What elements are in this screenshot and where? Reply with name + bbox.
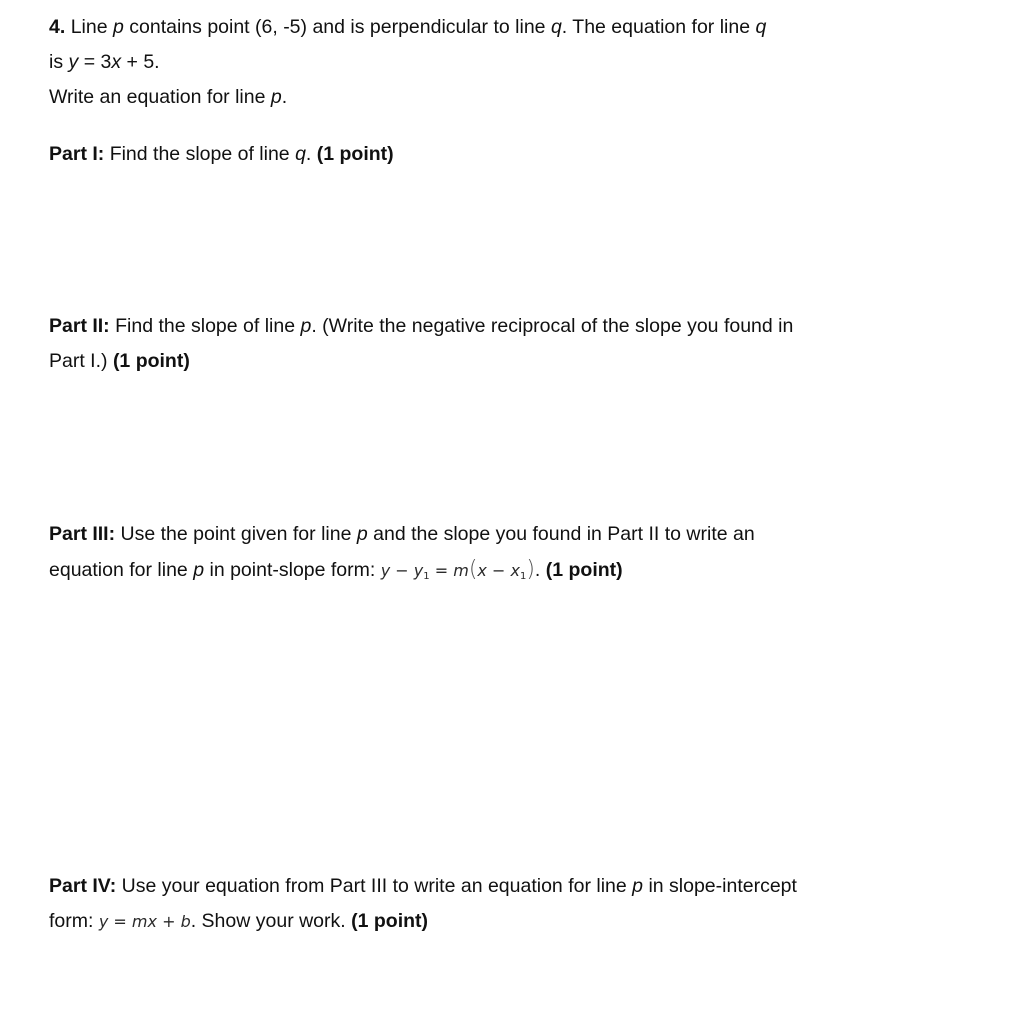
question-number: 4. <box>49 16 66 38</box>
part-3: Part III: Use the point given for line p and the slope you found in Part II to write an equation for line p in point-slope form: $y - y_1 = m(x - x_1)$. (1 point) <box>49 523 755 582</box>
var-x: x <box>111 51 122 73</box>
part-4: Part IV: Use your equation from Part III to write an equation for line p in slope-intercept form: y = mx + b. Show your work. (1 point) <box>49 875 797 932</box>
part-3-label: Part III: <box>49 523 116 545</box>
var-p: p <box>193 559 205 581</box>
var-q: q <box>295 143 306 165</box>
var-p: p <box>632 875 644 897</box>
points-badge: (1 point) <box>112 350 190 372</box>
part-1: Part I: Find the slope of line q. (1 point) <box>49 143 394 165</box>
part-2-label: Part II: <box>49 315 110 337</box>
point-slope-formula: $y - y_1 = m(x - x_1)$ <box>380 557 535 582</box>
var-p: p <box>356 523 368 545</box>
part-1-label: Part I: <box>49 143 105 165</box>
var-p: p <box>270 86 282 108</box>
points-badge: (1 point) <box>316 143 394 165</box>
slope-intercept-formula: y = mx + b <box>98 912 191 931</box>
var-q: q <box>550 16 562 38</box>
points-badge: (1 point) <box>351 910 429 932</box>
var-p: p <box>300 315 312 337</box>
var-p: p <box>112 16 124 38</box>
var-y: y <box>68 51 79 73</box>
points-badge: (1 point) <box>545 559 623 581</box>
question-statement: 4. Line p contains point (6, -5) and is perpendicular to line q. The equation for line q is y = 3x + 5. Write an equation for line p. <box>49 16 767 108</box>
part-4-label: Part IV: <box>49 875 117 897</box>
part-2: Part II: Find the slope of line p. (Write the negative reciprocal of the slope you found in Part I.) (1 point) <box>49 315 794 372</box>
instruction: Write an equation for line <box>49 86 266 108</box>
var-q: q <box>755 16 767 38</box>
